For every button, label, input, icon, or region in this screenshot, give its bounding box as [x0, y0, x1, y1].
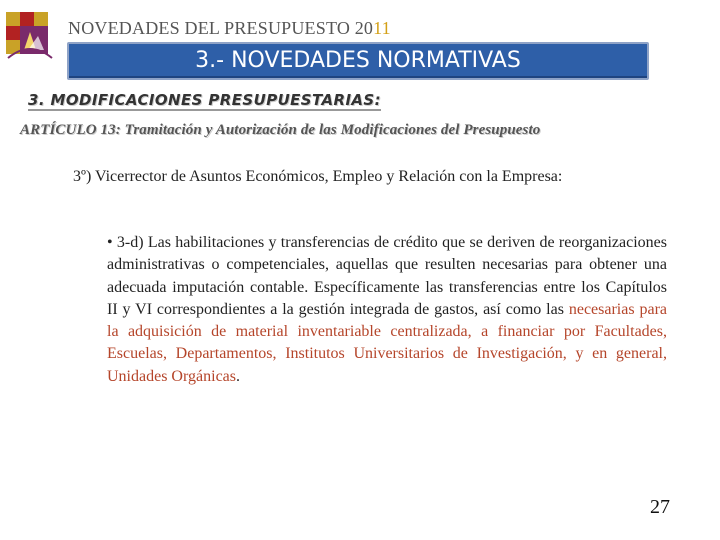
- header-year: 11: [373, 18, 391, 38]
- header-title: NOVEDADES DEL PRESUPUESTO 20: [68, 18, 374, 38]
- university-logo-icon: [4, 10, 56, 62]
- section-heading: 3. MODIFICACIONES PRESUPUESTARIAS:: [28, 91, 382, 109]
- bullet-text: • 3-d) Las habilitaciones y transferencias de crédito que se deriven de reorganizaciones administrativas o competenciales, aquellas que resulten necesarias para obtener una adecuada imputación contable. Específicamente las transferencias entre los Capítulos II y VI correspondientes a la gestión integrada de gastos, así como las: [107, 234, 667, 318]
- article-title: ARTÍCULO 13: Tramitación y Autorización de las Modificaciones del Presupuesto: [20, 122, 541, 138]
- title-banner: [67, 42, 649, 80]
- page-number: 27: [650, 496, 670, 518]
- banner-title: 3.- NOVEDADES NORMATIVAS: [195, 48, 521, 73]
- body-point: 3º) Vicerrector de Asuntos Económicos, Empleo y Relación con la Empresa:: [73, 168, 563, 185]
- bullet-end-text: .: [236, 367, 240, 385]
- bullet-highlight-text: necesarias para la adquisición de material inventariable centralizada, a financiar por Facultades, Escuelas, Departamentos, Institutos Universitarios de Investigación, y en general, Unidades Orgánicas: [107, 300, 668, 385]
- presentation-header: [68, 18, 391, 39]
- body-bullet: [107, 232, 667, 388]
